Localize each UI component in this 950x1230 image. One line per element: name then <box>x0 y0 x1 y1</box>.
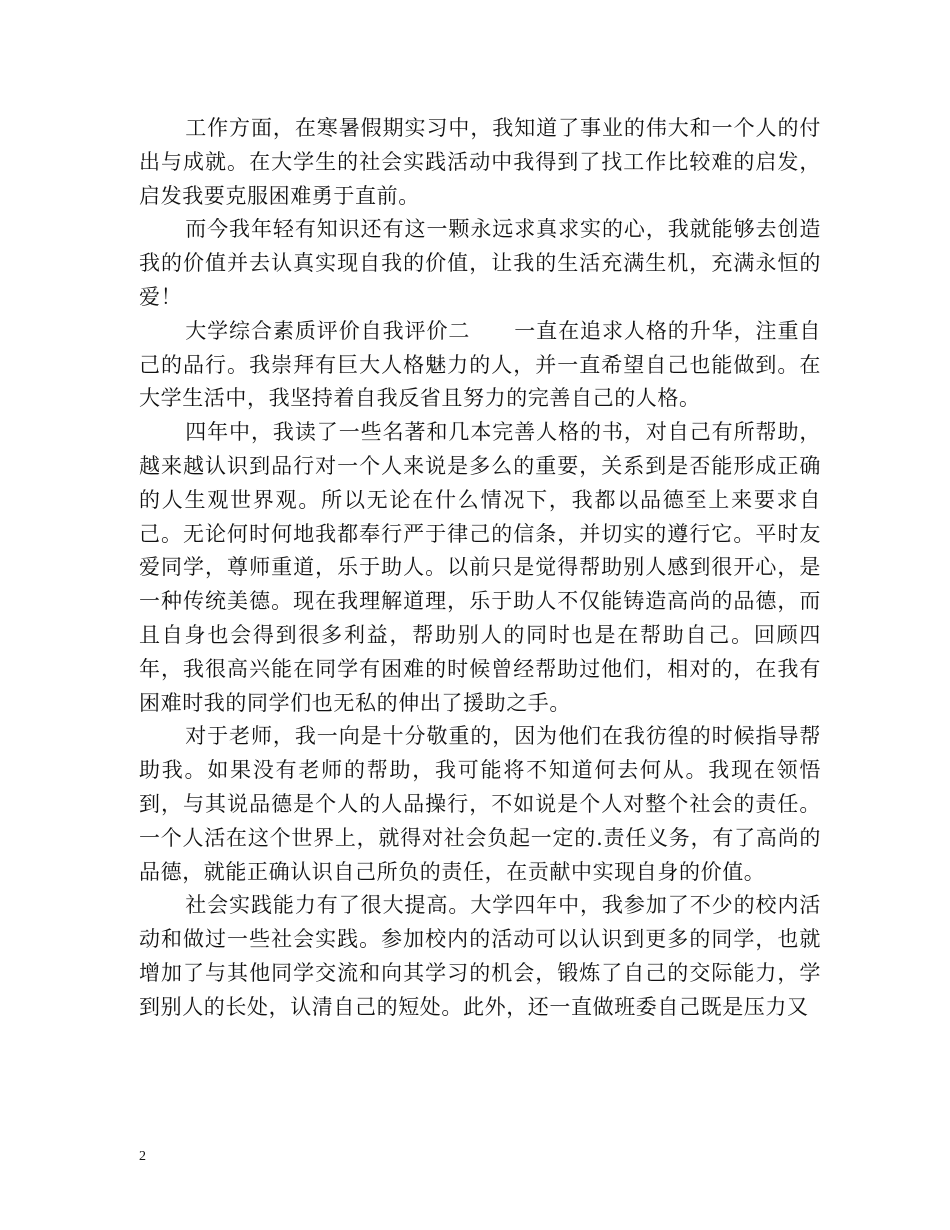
paragraph-self-evaluation-two: 大学综合素质评价自我评价二 一直在追求人格的升华，注重自己的品行。我崇拜有巨大人格魅力的人，并一直希望自己也能做到。在大学生活中，我坚持着自我反省且努力的完善自己的人格。 <box>139 318 821 411</box>
document-body <box>139 112 821 1025</box>
paragraph-social-practice: 社会实践能力有了很大提高。大学四年中，我参加了不少的校内活动和做过一些社会实践。参加校内的活动可以认识到更多的同学，也就增加了与其他同学交流和向其学习的机会，锻炼了自己的交际能力，学到别人的长处，认清自己的短处。此外，还一直做班委自己既是压力又 <box>139 893 821 1019</box>
paragraph-youth-knowledge: 而今我年轻有知识还有这一颗永远求真求实的心，我就能够去创造我的价值并去认真实现自我的价值，让我的生活充满生机，充满永恒的爱！ <box>139 217 821 309</box>
paragraph-teachers: 对于老师，我一向是十分敬重的，因为他们在我彷徨的时候指导帮助我。如果没有老师的帮助，我可能将不知道何去何从。我现在领悟到，与其说品德是个人的人品操行，不如说是个人对整个社会的责任。一个人活在这个世界上，就得对社会负起一定的.责任义务，有了高尚的品德，就能正确认识自己所负的责任，在贡献中实现自身的价值。 <box>139 724 821 884</box>
paragraph-work-internship: 工作方面，在寒暑假期实习中，我知道了事业的伟大和一个人的付出与成就。在大学生的社会实践活动中我得到了找工作比较难的启发，启发我要克服困难勇于直前。 <box>139 116 821 208</box>
paragraph-four-years-reading: 四年中，我读了一些名著和几本完善人格的书，对自己有所帮助，越来越认识到品行对一个人来说是多么的重要，关系到是否能形成正确的人生观世界观。所以无论在什么情况下，我都以品德至上来要求自己。无论何时何地我都奉行严于律己的信条，并切实的遵行它。平时友爱同学，尊师重道，乐于助人。以前只是觉得帮助别人感到很开心，是一种传统美德。现在我理解道理，乐于助人不仅能铸造高尚的品德，而且自身也会得到很多利益，帮助别人的同时也是在帮助自己。回顾四年，我很高兴能在同学有困难的时候曾经帮助过他们，相对的，在我有困难时我的同学们也无私的伸出了援助之手。 <box>139 420 821 715</box>
page-number: 2 <box>139 1149 146 1164</box>
